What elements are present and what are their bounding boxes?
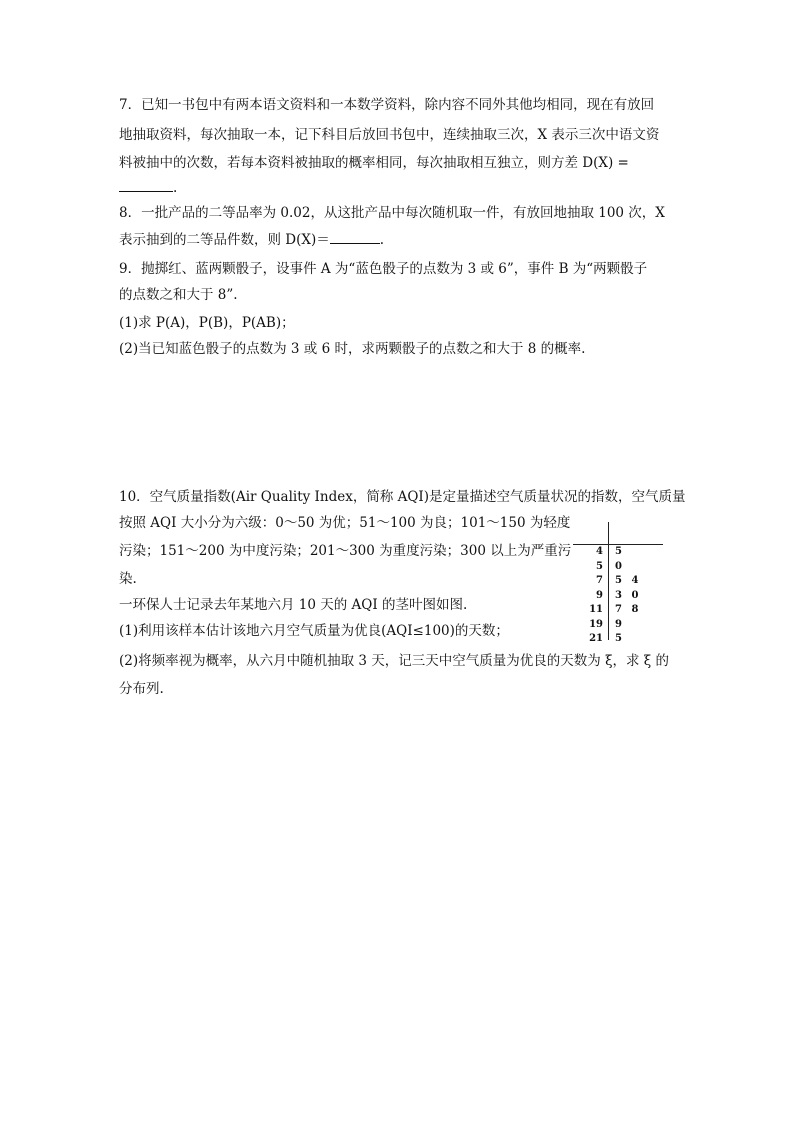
leaf-values: 3 0 bbox=[615, 589, 642, 601]
q7-line-1: 7．已知一书包中有两本语文资料和一本数学资料，除内容不同外其他均相同，现在有放回 bbox=[119, 97, 655, 113]
stem-value: 5 bbox=[596, 560, 603, 572]
q10-line-2: 按照 AQI 大小分为六级：0～50 为优；51～100 为良；101～150 为轻度 bbox=[119, 515, 571, 531]
stem-value: 7 bbox=[596, 575, 603, 586]
stem-value: 4 bbox=[596, 546, 603, 557]
q8-line-2-text: 表示抽到的二等品件数，则 D(X)＝ bbox=[119, 232, 330, 248]
leaf-values: 9 bbox=[615, 618, 625, 630]
q8-period: . bbox=[379, 232, 385, 248]
q9-part-1: (1)求 P(A)，P(B)，P(AB)； bbox=[119, 315, 295, 331]
q10-line-1: 10．空气质量指数(Air Quality Index，简称 AQI)是定量描述空气质量状况的指数，空气质量 bbox=[119, 489, 686, 505]
q10-line-4: 染. bbox=[119, 571, 137, 587]
q7-line-4 bbox=[119, 178, 679, 197]
leaf-values: 5 bbox=[615, 546, 625, 557]
stem-leaf-plot bbox=[573, 522, 665, 642]
q8-line-2 bbox=[119, 230, 679, 249]
q7-period: . bbox=[173, 180, 178, 196]
q9-line-2: 的点数之和大于 8”. bbox=[119, 287, 238, 303]
q10-part-1: (1)利用该样本估计该地六月空气质量为优良(AQI≤100)的天数； bbox=[119, 623, 509, 639]
q10-line-3: 污染；151～200 为中度污染；201～300 为重度污染；300 以上为严重污 bbox=[119, 543, 572, 559]
q9-part-2: (2)当已知蓝色骰子的点数为 3 或 6 时，求两颗骰子的点数之和大于 8 的概率. bbox=[119, 341, 586, 357]
stem-leaf-row bbox=[573, 633, 665, 647]
stem-leaf-row bbox=[573, 590, 665, 604]
q8-line-1: 8．一批产品的二等品率为 0.02，从这批产品中每次随机取一件，有放回地抽取 100 次，X bbox=[119, 205, 665, 221]
stem-value: 11 bbox=[589, 604, 603, 615]
q8-answer-blank bbox=[330, 230, 380, 244]
stem-leaf-divider-horizontal bbox=[573, 544, 663, 545]
leaf-values: 0 bbox=[615, 560, 625, 572]
q10-part-3: 分布列. bbox=[119, 681, 164, 697]
stem-leaf-row bbox=[573, 619, 665, 633]
q7-answer-blank bbox=[119, 178, 173, 192]
q9-line-1: 9．抛掷红、蓝两颗骰子，设事件 A 为“蓝色骰子的点数为 3 或 6”，事件 B 为“两颗骰子 bbox=[119, 261, 648, 277]
leaf-values: 7 8 bbox=[615, 604, 642, 615]
q10-part-2: (2)将频率视为概率，从六月中随机抽取 3 天，记三天中空气质量为优良的天数为 ξ，求 ξ 的 bbox=[119, 653, 670, 669]
stem-value: 9 bbox=[596, 589, 603, 601]
leaf-values: 5 4 bbox=[615, 575, 642, 586]
leaf-values: 5 bbox=[615, 633, 625, 644]
q10-line-5: 一环保人士记录去年某地六月 10 天的 AQI 的茎叶图如图. bbox=[119, 597, 468, 613]
stem-leaf-row bbox=[573, 575, 665, 589]
q7-line-3: 料被抽中的次数，若每本资料被抽取的概率相同，每次抽取相互独立，则方差 D(X) = bbox=[119, 155, 629, 171]
stem-leaf-row bbox=[573, 561, 665, 575]
stem-value: 21 bbox=[589, 633, 603, 644]
stem-value: 19 bbox=[589, 618, 603, 630]
q7-line-2: 地抽取资料，每次抽取一本，记下科目后放回书包中，连续抽取三次，X 表示三次中语文资 bbox=[119, 127, 660, 143]
stem-leaf-row bbox=[573, 546, 665, 560]
stem-leaf-row bbox=[573, 604, 665, 618]
